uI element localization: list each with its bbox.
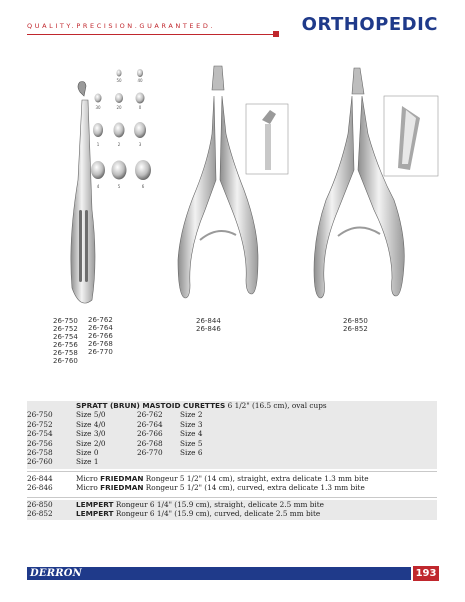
lempert-codes: [343, 317, 368, 333]
section-divider: [27, 497, 437, 498]
page-number: 193: [413, 566, 439, 581]
product-code: 26-760: [27, 457, 53, 467]
table-row: [27, 509, 437, 518]
product-code: 26-768: [88, 340, 113, 348]
cup-label: 40: [137, 78, 143, 83]
curette-illustration: [71, 82, 95, 304]
product-code: 26-752: [27, 419, 53, 429]
product-name: FRIEDMAN: [100, 473, 144, 483]
product-name: LEMPERT: [76, 509, 114, 519]
table-row: [27, 439, 437, 448]
product-code: 26-766: [88, 332, 113, 340]
size-label: Size 4: [180, 429, 203, 439]
product-table: [27, 401, 437, 520]
table-row: [27, 410, 437, 419]
product-code: 26-752: [53, 325, 78, 333]
curette-codes-a: [53, 317, 78, 365]
cup-label: 0: [138, 105, 142, 110]
product-code: 26-844: [196, 317, 221, 325]
product-code: 26-754: [27, 429, 53, 439]
product-prefix: Micro: [76, 483, 101, 493]
product-code: 26-756: [53, 341, 78, 349]
cup-label: 1: [96, 142, 100, 147]
product-code: 26-850: [343, 317, 368, 325]
product-code: 26-750: [53, 317, 78, 325]
product-code: [137, 457, 180, 466]
cup-label: 4: [96, 184, 100, 189]
size-label: Size 5/0: [76, 410, 106, 420]
size-label: Size 6: [180, 448, 203, 458]
cup-label: 5: [117, 184, 121, 189]
section-divider: [27, 471, 437, 472]
product-code: 26-764: [137, 419, 163, 429]
product-code: 26-762: [88, 316, 113, 324]
cup-size-chart: [91, 69, 151, 180]
product-prefix: Micro: [76, 473, 101, 483]
product-code: 26-846: [196, 325, 221, 333]
size-label: Size 2: [180, 410, 203, 420]
product-description: [76, 500, 437, 509]
product-code: 26-846: [27, 483, 53, 493]
product-code: 26-750: [27, 410, 53, 420]
instrument-illustration: [0, 60, 465, 315]
product-code: 26-754: [53, 333, 78, 341]
size-label: Size 4/0: [76, 419, 106, 429]
table-row: [27, 448, 437, 457]
brand-logo: DERRON: [30, 568, 82, 579]
lempert-rongeur-illustration: [314, 68, 438, 298]
friedman-rongeur-illustration: [178, 66, 288, 298]
product-code: 26-760: [53, 357, 78, 365]
friedman-section: [27, 474, 437, 495]
product-code: 26-768: [137, 438, 163, 448]
curette-codes-b: [88, 316, 113, 356]
spratt-section: [27, 401, 437, 469]
cup-label: 2: [117, 142, 121, 147]
product-code: 26-758: [27, 448, 53, 458]
cup-label: 6: [141, 184, 145, 189]
product-code: 26-770: [88, 348, 113, 356]
product-description: [76, 474, 437, 483]
product-photo: [0, 60, 465, 315]
lempert-section: [27, 500, 437, 521]
product-code: 26-764: [88, 324, 113, 332]
product-code: 26-762: [137, 410, 163, 420]
product-code: 26-770: [137, 448, 163, 458]
tagline: QUALITY.PRECISION.GUARANTEED.: [27, 22, 216, 30]
table-row: [27, 429, 437, 438]
section-title: ORTHOPEDIC: [301, 14, 438, 35]
cup-label: 50: [116, 78, 122, 83]
product-code: 26-766: [137, 429, 163, 439]
cup-label: 30: [95, 105, 101, 110]
product-spec: Rongeur 6 1/4" (15.9 cm), straight, delicate 2.5 mm bite: [113, 499, 324, 509]
product-code: 26-758: [53, 349, 78, 357]
product-name: FRIEDMAN: [100, 483, 144, 493]
product-spec: Rongeur 6 1/4" (15.9 cm), curved, delicate 2.5 mm bite: [113, 509, 321, 519]
product-code: 26-844: [27, 473, 53, 483]
product-name: SPRATT (BRUN) MASTOID CURETTES: [76, 401, 226, 410]
size-label: Size 1: [76, 457, 99, 467]
header-rule: [27, 34, 275, 35]
header-rule-marker: [273, 31, 279, 37]
size-label: Size 2/0: [76, 438, 106, 448]
table-row: [27, 420, 437, 429]
size-label: Size 3/0: [76, 429, 106, 439]
footer-bar: [27, 567, 411, 580]
cup-label: 20: [116, 105, 122, 110]
size-label: Size 5: [180, 438, 203, 448]
product-description: [76, 509, 437, 518]
table-row: [27, 401, 437, 410]
table-row: [27, 500, 437, 509]
size-label: [180, 457, 437, 466]
product-code: 26-852: [343, 325, 368, 333]
product-spec: Rongeur 5 1/2" (14 cm), straight, extra delicate 1.3 mm bite: [143, 473, 369, 483]
product-spec: Rongeur 5 1/2" (14 cm), curved, extra delicate 1.3 mm bite: [143, 483, 365, 493]
product-code: 26-850: [27, 499, 53, 509]
size-label: Size 3: [180, 419, 203, 429]
product-description: [76, 483, 437, 492]
table-row: [27, 474, 437, 483]
table-row: [27, 483, 437, 492]
table-row: [27, 457, 437, 466]
product-name: LEMPERT: [76, 499, 114, 509]
product-spec: 6 1/2" (16.5 cm), oval cups: [225, 401, 327, 410]
product-code: 26-852: [27, 509, 53, 519]
size-label: Size 0: [76, 448, 99, 458]
friedman-codes: [196, 317, 221, 333]
cup-label: 3: [138, 142, 142, 147]
product-code: 26-756: [27, 438, 53, 448]
